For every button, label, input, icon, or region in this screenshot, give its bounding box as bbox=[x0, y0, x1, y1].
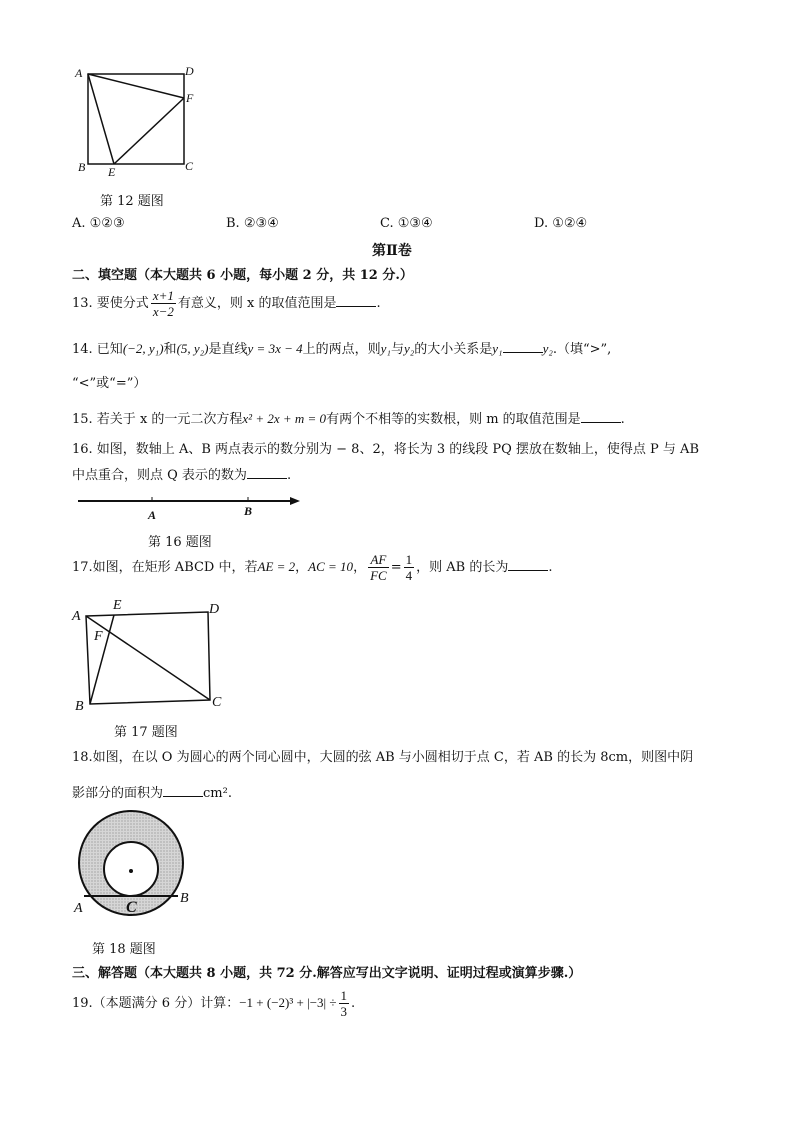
q12-option-a: A. ①②③ bbox=[72, 216, 125, 231]
q12-segment-ae bbox=[88, 74, 114, 164]
q14-answer-blank[interactable] bbox=[503, 340, 543, 353]
q15-end: . bbox=[620, 412, 625, 427]
q17-ae: AE = 2 bbox=[257, 559, 296, 574]
q13-fraction-denominator: x−2 bbox=[152, 304, 174, 319]
q12-segment-ef bbox=[114, 98, 184, 164]
q16-axis-arrow bbox=[290, 497, 300, 505]
q17-ratio bbox=[368, 552, 389, 583]
q17-label-a: A bbox=[72, 609, 81, 624]
q18-center-point bbox=[129, 869, 133, 873]
q14-fill-hint: .（填“>”, bbox=[552, 342, 612, 357]
q19-fraction-numerator: 1 bbox=[340, 988, 348, 1003]
q14-line-equation: y = 3x − 4 bbox=[247, 341, 303, 356]
q17-label-e: E bbox=[113, 598, 122, 613]
q13-prefix: 13. 要使分式 bbox=[72, 296, 149, 311]
question-13 bbox=[72, 288, 381, 319]
q16-label-b: B bbox=[244, 504, 253, 518]
q14-mid2: 上的两点，则 bbox=[302, 342, 381, 357]
q15-prefix: 15. 若关于 x 的一元二次方程 bbox=[72, 412, 243, 427]
q19-prefix: 19.（本题满分 6 分）计算： bbox=[72, 996, 240, 1011]
q13-end: . bbox=[376, 296, 381, 311]
q12-label-b: B bbox=[78, 160, 86, 174]
q14-y2-answer: y₂ bbox=[542, 341, 553, 356]
q13-answer-blank[interactable] bbox=[336, 294, 376, 307]
q12-label-f: F bbox=[186, 91, 194, 105]
q18-figure bbox=[70, 808, 200, 918]
q14-y2: y₂ bbox=[403, 341, 415, 356]
section2-title: 第Ⅱ卷 bbox=[372, 243, 412, 259]
q16-caption: 第 16 题图 bbox=[148, 535, 212, 550]
question-19 bbox=[72, 988, 355, 1019]
q18-label-b: B bbox=[180, 891, 189, 906]
question-18-line1: 18.如图，在以 O 为圆心的两个同心圆中，大圆的弦 AB 与小圆相切于点 C，若 AB 的长为 8cm，则图中阴 bbox=[72, 750, 694, 765]
q14-with: 与 bbox=[390, 342, 404, 357]
q17-label-b: B bbox=[75, 699, 84, 714]
q17-comma: ， bbox=[295, 560, 309, 575]
q16-end: . bbox=[286, 468, 292, 483]
q16-label-a: A bbox=[148, 508, 157, 522]
q15-answer-blank[interactable] bbox=[581, 410, 621, 423]
q17-comma2: ， bbox=[353, 560, 367, 575]
q12-caption: 第 12 题图 bbox=[100, 194, 164, 209]
q19-fraction-denominator: 3 bbox=[340, 1004, 348, 1019]
q18-answer-blank[interactable] bbox=[163, 784, 203, 797]
q19-fraction bbox=[339, 988, 350, 1019]
q18-label-a: A bbox=[74, 901, 83, 916]
q17-label-f: F bbox=[94, 629, 103, 644]
q17-ratio-denominator: FC bbox=[370, 568, 387, 583]
question-16-line2 bbox=[72, 464, 291, 483]
q12-label-e: E bbox=[108, 165, 116, 179]
question-16-line1: 16. 如图，数轴上 A、B 两点表示的数分别为 − 8、2，将长为 3 的线段 PQ 摆放在数轴上，使得点 P 与 AB bbox=[72, 442, 700, 457]
q18-caption: 第 18 题图 bbox=[92, 942, 156, 957]
q17-label-c: C bbox=[212, 695, 222, 710]
q18-label-c: C bbox=[126, 899, 137, 916]
q14-and: 和 bbox=[163, 342, 177, 357]
q17-prefix: 17.如图，在矩形 ABCD 中，若 bbox=[72, 560, 258, 575]
part3-heading: 三、解答题（本大题共 8 小题，共 72 分.解答应写出文字说明、证明过程或演算步骤.） bbox=[72, 966, 582, 981]
q12-option-b: B. ②③④ bbox=[226, 216, 279, 231]
q12-label-a: A bbox=[75, 66, 83, 80]
q12-label-c: C bbox=[185, 159, 194, 173]
q17-diagonal-ac bbox=[86, 616, 210, 700]
q12-option-c: C. ①③④ bbox=[380, 216, 433, 231]
question-18-line2 bbox=[72, 782, 232, 801]
q13-fraction-numerator: x+1 bbox=[152, 288, 174, 303]
q18-unit: cm². bbox=[203, 786, 232, 801]
q17-label-d: D bbox=[209, 602, 220, 617]
question-15 bbox=[72, 408, 625, 427]
q15-equation: x² + 2x + m = 0 bbox=[242, 411, 327, 426]
question-14-line1 bbox=[72, 338, 611, 357]
q17-caption: 第 17 题图 bbox=[114, 725, 178, 740]
q13-fraction bbox=[151, 288, 176, 319]
q12-figure bbox=[72, 62, 202, 180]
question-14-line2: “<”或“=”） bbox=[72, 376, 147, 391]
q13-suffix: 有意义，则 x 的取值范围是 bbox=[177, 296, 337, 311]
q19-expression: −1 + (−2)³ + |−3| ÷ bbox=[239, 995, 337, 1010]
q14-y1: y₁ bbox=[380, 341, 391, 356]
q17-end: . bbox=[548, 560, 553, 575]
q17-ac: AC = 10 bbox=[308, 559, 354, 574]
q12-square bbox=[88, 74, 184, 164]
q17-figure bbox=[70, 596, 230, 718]
q17-ratio-value-denominator: 4 bbox=[405, 568, 413, 583]
q17-answer-blank[interactable] bbox=[508, 558, 548, 571]
q15-suffix: 有两个不相等的实数根，则 m 的取值范围是 bbox=[326, 412, 581, 427]
q16-line2-text: 中点重合，则点 Q 表示的数为 bbox=[72, 468, 247, 483]
q16-answer-blank[interactable] bbox=[247, 466, 287, 479]
q16-number-line bbox=[76, 490, 306, 524]
q17-ratio-numerator: AF bbox=[368, 552, 389, 568]
q12-option-d: D. ①②④ bbox=[534, 216, 588, 231]
q14-relation: 的大小关系是 bbox=[414, 342, 493, 357]
question-17 bbox=[72, 552, 552, 583]
q17-equals: = bbox=[390, 560, 402, 575]
q12-segment-af bbox=[88, 74, 184, 98]
q14-point-1: (−2, y₁) bbox=[122, 341, 164, 356]
q14-y1-answer: y₁ bbox=[492, 341, 503, 356]
q18-line2-text: 影部分的面积为 bbox=[72, 786, 164, 801]
q12-label-d: D bbox=[185, 64, 194, 78]
q17-ratio-value-numerator: 1 bbox=[405, 552, 413, 567]
part2-heading: 二、填空题（本大题共 6 小题，每小题 2 分，共 12 分.） bbox=[72, 268, 413, 283]
q14-prefix: 14. 已知 bbox=[72, 342, 123, 357]
q17-ratio-value bbox=[404, 552, 415, 583]
q14-mid: 是直线 bbox=[208, 342, 248, 357]
q17-suffix: ，则 AB 的长为 bbox=[416, 560, 509, 575]
q14-point-2: (5, y₂) bbox=[176, 341, 209, 356]
q19-end: . bbox=[351, 996, 356, 1011]
